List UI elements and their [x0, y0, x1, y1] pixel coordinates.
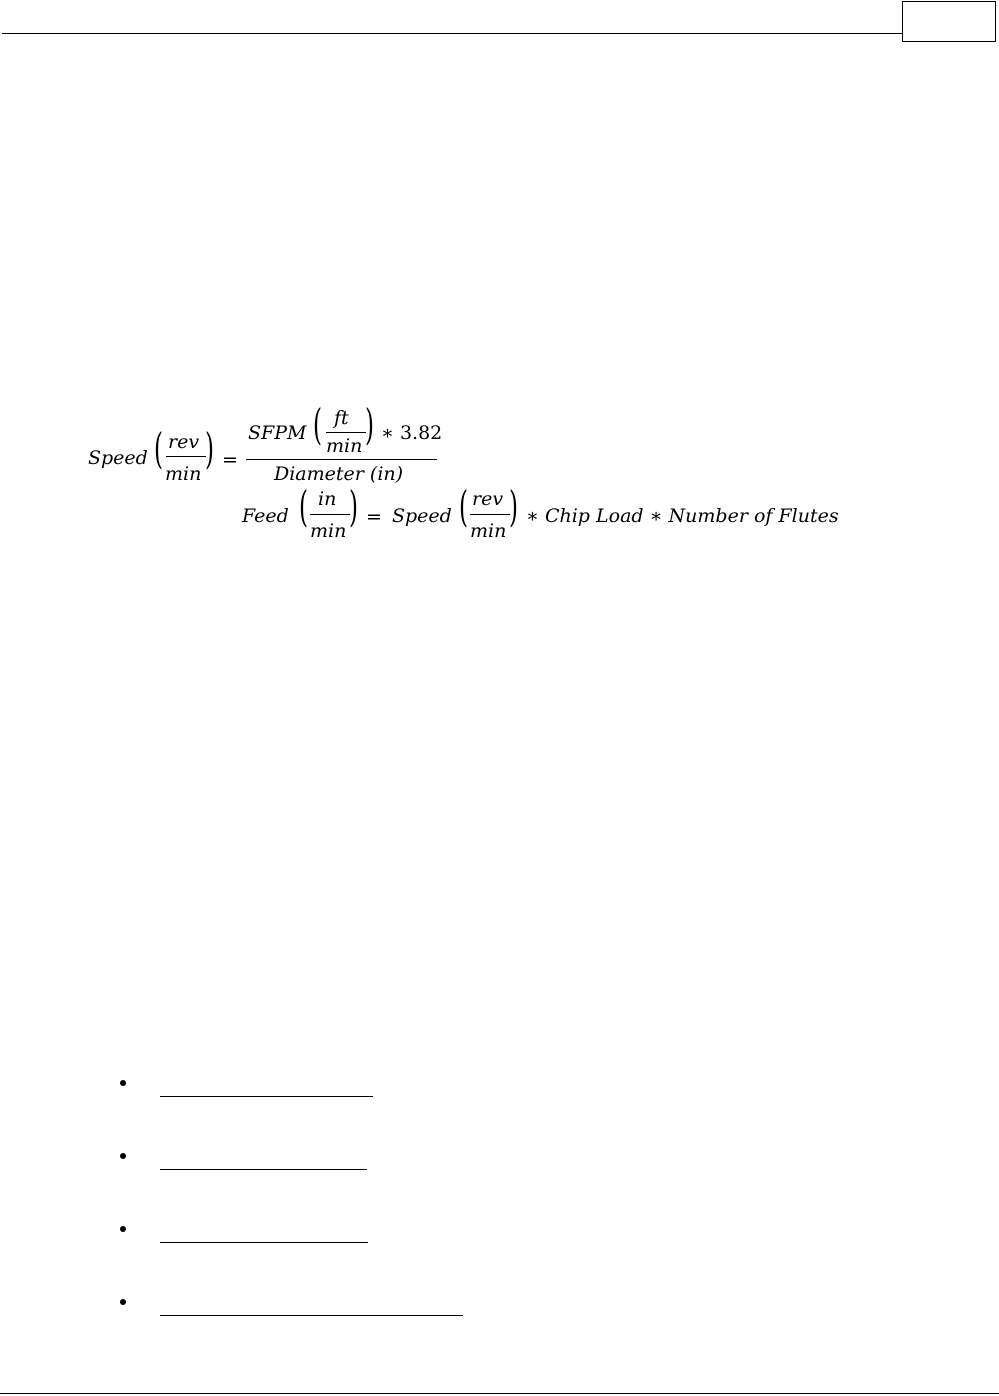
bullet-icon: [120, 1226, 126, 1232]
speed-lhs-unit-den: min: [165, 463, 202, 485]
header-rule: [2, 33, 903, 34]
bullet-icon: [120, 1299, 126, 1305]
left-paren: (: [313, 400, 323, 449]
fraction-bar: [470, 514, 510, 515]
speed-lhs-unit-num: rev: [168, 431, 200, 453]
speed-num-factor: ∗ 3.82: [381, 422, 443, 444]
feed-lhs: Feed: [242, 505, 289, 527]
main-fraction-bar: [246, 459, 437, 460]
link-underline[interactable]: [160, 1096, 373, 1097]
feed-rhs-unit-den: min: [470, 520, 507, 542]
feed-equals: =: [366, 506, 382, 528]
feed-lhs-unit-den: min: [310, 520, 347, 542]
fraction-bar: [310, 514, 350, 515]
footer-rule: [0, 1393, 999, 1394]
speed-equals: =: [222, 449, 238, 471]
bullet-icon: [120, 1080, 126, 1086]
fraction-bar: [326, 432, 366, 433]
speed-num-unit-num: ft: [334, 407, 349, 429]
page-number-box: [902, 1, 996, 42]
feed-rhs-term: Speed: [392, 505, 452, 527]
right-paren: ): [205, 424, 215, 473]
feed-rhs-unit-num: rev: [472, 488, 504, 510]
left-paren: (: [154, 424, 164, 473]
left-paren: (: [459, 482, 469, 531]
speed-denominator: Diameter (in): [274, 463, 404, 485]
speed-num-term: SFPM: [248, 422, 307, 444]
link-underline[interactable]: [160, 1315, 463, 1316]
link-underline[interactable]: [160, 1169, 367, 1170]
right-paren: ): [349, 482, 359, 531]
left-paren: (: [299, 482, 309, 531]
speed-lhs: Speed: [88, 447, 148, 469]
right-paren: ): [365, 400, 375, 449]
speed-num-unit-den: min: [326, 435, 363, 457]
feed-lhs-unit-num: in: [318, 488, 337, 510]
right-paren: ): [509, 482, 519, 531]
link-underline[interactable]: [160, 1242, 368, 1243]
fraction-bar: [166, 456, 206, 457]
bullet-icon: [120, 1153, 126, 1159]
feed-rhs-rest: ∗ Chip Load ∗ Number of Flutes: [526, 505, 839, 527]
